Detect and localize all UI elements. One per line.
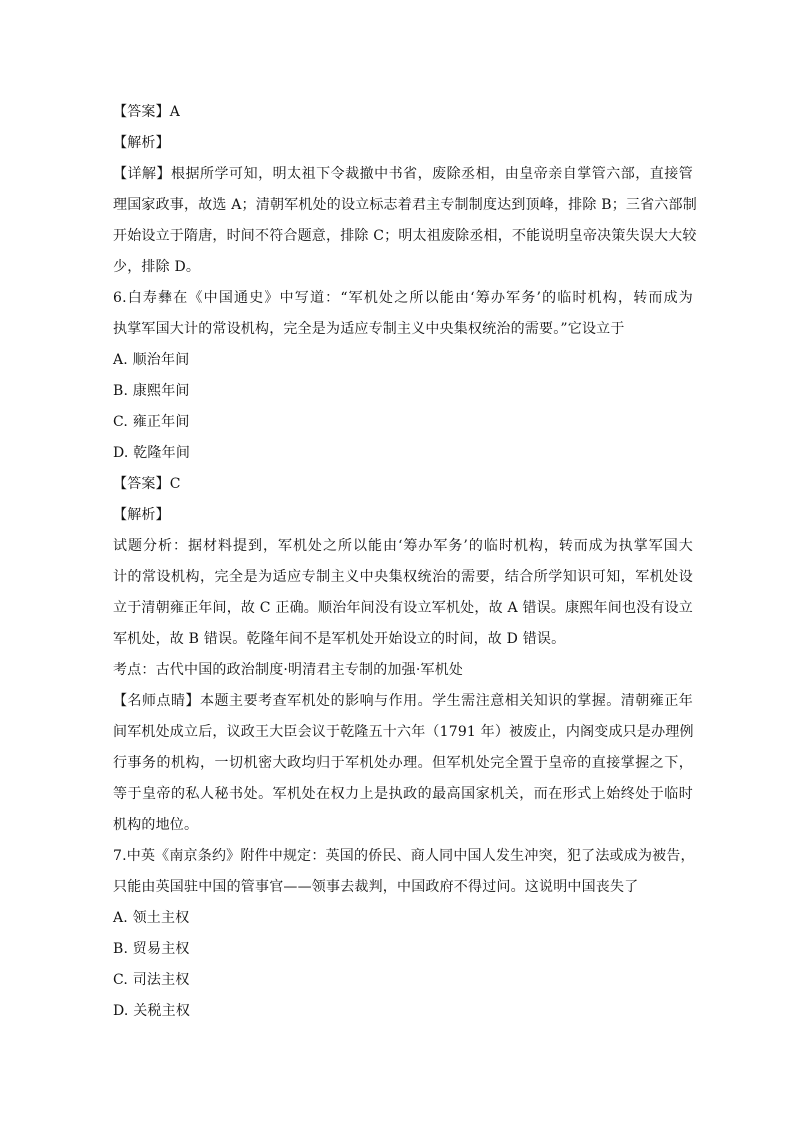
q6-tips-line: 等于皇帝的私人秘书处。军机处在权力上是执政的最高国家机关，而在形式上始终处于临时 bbox=[113, 786, 693, 802]
q6-option-c: C. 雍正年间 bbox=[113, 414, 190, 430]
q6-tips-line: 行事务的机构，一切机密大政均归于军机处办理。但军机处完全置于皇帝的直接掌握之下， bbox=[113, 755, 693, 771]
q6-explanation-line: 试题分析：据材料提到，军机处之所以能由‘筹办军务’的临时机构，转而成为执掌军国大 bbox=[113, 538, 693, 554]
q6-answer: 【答案】C bbox=[113, 476, 181, 492]
q7-option-a: A. 领土主权 bbox=[113, 910, 190, 926]
q6-stem-line: 执掌军国大计的常设机构，完全是为适应专制主义中央集权统治的需要。”它设立于 bbox=[113, 321, 625, 337]
q6-explanation bbox=[113, 531, 693, 655]
q7-stem-line: 7.中英《南京条约》附件中规定：英国的侨民、商人同中国人发生冲突，犯了法或成为被告， bbox=[113, 848, 695, 864]
q7-option-d: D. 关税主权 bbox=[113, 1003, 191, 1019]
q6-analysis-heading: 【解析】 bbox=[113, 507, 170, 523]
q5-detail-line: 少，排除 D。 bbox=[113, 259, 201, 275]
q6-explanation-line: 计的常设机构，完全是为适应专制主义中央集权统治的需要，结合所学知识可知，军机处设 bbox=[113, 569, 693, 585]
q6-options bbox=[113, 345, 693, 469]
q7-options bbox=[113, 903, 693, 1027]
q6-stem bbox=[113, 283, 693, 345]
q7-option-b: B. 贸易主权 bbox=[113, 941, 190, 957]
q5-detail-line: 【详解】根据所学可知，明太祖下令裁撤中书省，废除丞相，由皇帝亲自掌管六部，直接管 bbox=[113, 166, 693, 182]
q6-tips-line: 【名师点睛】本题主要考查军机处的影响与作用。学生需注意相关知识的掌握。清朝雍正年 bbox=[113, 693, 693, 709]
q6-stem-line: 6.白寿彝在《中国通史》中写道：“军机处之所以能由‘筹办军务’的临时机构，转而成为 bbox=[113, 290, 693, 306]
q5-detail-line: 开始设立于隋唐，时间不符合题意，排除 C；明太祖废除丞相，不能说明皇帝决策失误大大较 bbox=[113, 228, 697, 244]
q6-explanation-line: 军机处，故 B 错误。乾隆年间不是军机处开始设立的时间，故 D 错误。 bbox=[113, 631, 566, 647]
q6-kaodian: 考点：古代中国的政治制度·明清君主专制的加强·军机处 bbox=[113, 662, 464, 678]
q5-analysis-heading: 【解析】 bbox=[113, 135, 170, 151]
q5-detail bbox=[113, 159, 697, 283]
q6-option-a: A. 顺治年间 bbox=[113, 352, 190, 368]
q6-tips-line: 间军机处成立后，议政王大臣会议于乾隆五十六年（1791 年）被废止，内阁变成只是办理例 bbox=[113, 724, 694, 740]
q5-answer: 【答案】A bbox=[113, 104, 181, 120]
q5-detail-line: 理国家政事，故选 A；清朝军机处的设立标志着君主专制制度达到顶峰，排除 B；三省六部制 bbox=[113, 197, 697, 213]
q7-option-c: C. 司法主权 bbox=[113, 972, 190, 988]
q6-explanation-line: 立于清朝雍正年间，故 C 正确。顺治年间没有设立军机处，故 A 错误。康熙年间也没有设立 bbox=[113, 600, 693, 616]
q7-stem-line: 只能由英国驻中国的管事官——领事去裁判，中国政府不得过问。这说明中国丧失了 bbox=[113, 879, 639, 895]
document-page bbox=[113, 97, 697, 1027]
q6-tips bbox=[113, 686, 693, 841]
q6-tips-line: 机构的地位。 bbox=[113, 817, 199, 833]
q7-stem bbox=[113, 841, 693, 903]
q6-option-b: B. 康熙年间 bbox=[113, 383, 190, 399]
q6-option-d: D. 乾隆年间 bbox=[113, 445, 191, 461]
